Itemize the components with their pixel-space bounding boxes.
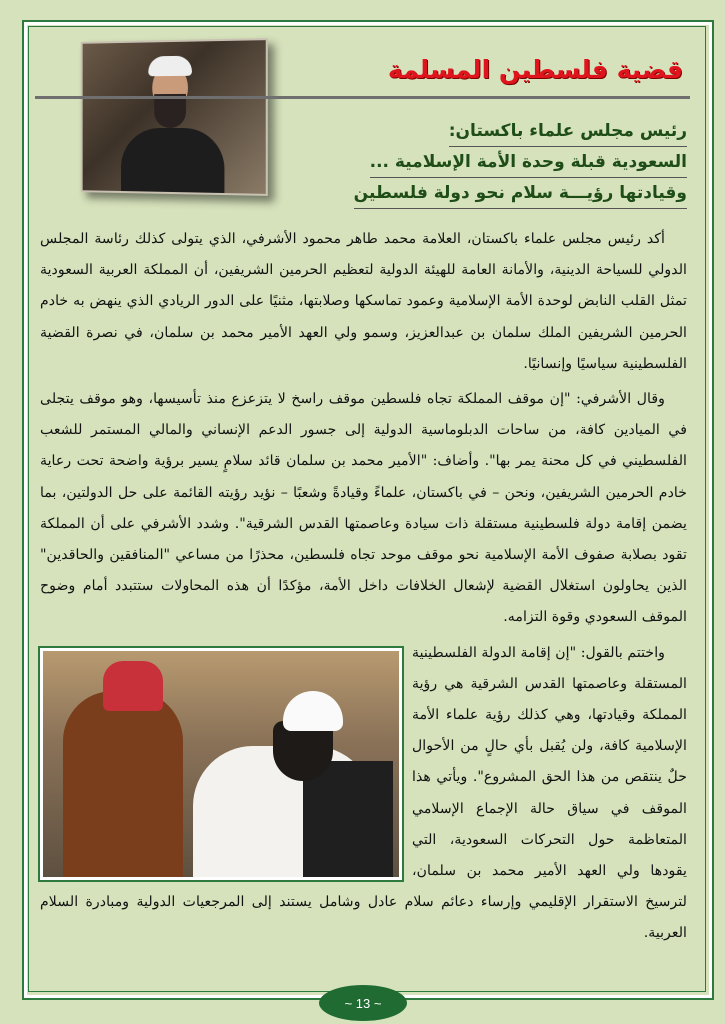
portrait-photo — [81, 38, 268, 196]
article-body — [40, 224, 687, 954]
headline-line: السعودية قبلة وحدة الأمة الإسلامية ... — [370, 147, 687, 178]
section-title: قضية فلسطين المسلمة — [387, 55, 683, 84]
page-number: ~ 13 ~ — [319, 985, 407, 1021]
title-divider — [35, 96, 690, 99]
paragraph: أكد رئيس مجلس علماء باكستان، العلامة محمد طاهر محمود الأشرفي، الذي يتولى كذلك رئاسة المجلس الدولي للسياحة الدينية، والأمانة العامة للهيئة الدولية لتعظيم الحرمين الشريفين، أن المملكة العربية السعودية تمثل القلب النابض لوحدة الأمة الإسلامية وعمود تماسكها وصلابتها، مثنيًا على الدور الريادي الذي ينهض به خادم الحرمين الشريفين الملك سلمان بن عبدالعزيز، وسمو ولي العهد الأمير محمد بن سلمان، في نصرة القضية الفلسطينية سياسيًا وإنسانيًا. — [40, 231, 687, 372]
meeting-photo — [40, 648, 402, 880]
headline-line: رئيس مجلس علماء باكستان: — [449, 116, 687, 147]
paragraph: وقال الأشرفي: "إن موقف المملكة تجاه فلسطين موقف راسخ لا يتزعزع منذ تأسيسها، وهو موقف يتجلى في الميادين كافة، من ساحات الدبلوماسية الدولية إلى جسور الدعم الإنساني والمالي المستمر للشعب الفلسطيني في كل محنة يمر بها". وأضاف: "الأمير محمد بن سلمان قائد سلامٍ يسير برؤية واضحة تحت رعاية خادم الحرمين الشريفين، ونحن – في باكستان، علماءً وقيادةً وشعبًا – نؤيد رؤيته القائمة على حل الدولتين، بما يضمن إقامة دولة فلسطينية مستقلة ذات سيادة وعاصمتها القدس الشرقية". وشدد الأشرفي على أن المملكة تقود بصلابة صفوف الأمة الإسلامية نحو موقف موحد تجاه فلسطين، محذرًا من مساعي "المنافقين والحاقدين" الذين يحاولون استغلال القضية لإشعال الخلافات داخل الأمة، مؤكدًا أن هذه المحاولات ستتبدد أمام وضوح الموقف السعودي وقوة التزامه. — [40, 391, 687, 626]
headline-line: وقيادتها رؤيـــة سلام نحو دولة فلسطين — [354, 178, 687, 209]
paragraph: واختتم بالقول: "إن إقامة الدولة الفلسطينية المستقلة وعاصمتها القدس الشرقية هي رؤية المملكة وقيادتها، وهي كذلك رؤية علماء الأمة الإسلامية كافة، ولن يُقبل بأي حالٍ من الأحوال حلٌ ينتقص من هذا الحق المشروع". ويأتي هذا الموقف في سياق حالة الإجماع الإسلامي المتعاظمة حول التحركات السعودية، التي يقودها ولي العهد الأمير محمد بن سلمان، لترسيخ الاستقرار الإقليمي وإرساء دعائم سلام عادل وشامل يستند إلى المرجعيات الدولية ومبادرة السلام العربية. — [40, 644, 687, 942]
headline — [354, 116, 687, 209]
